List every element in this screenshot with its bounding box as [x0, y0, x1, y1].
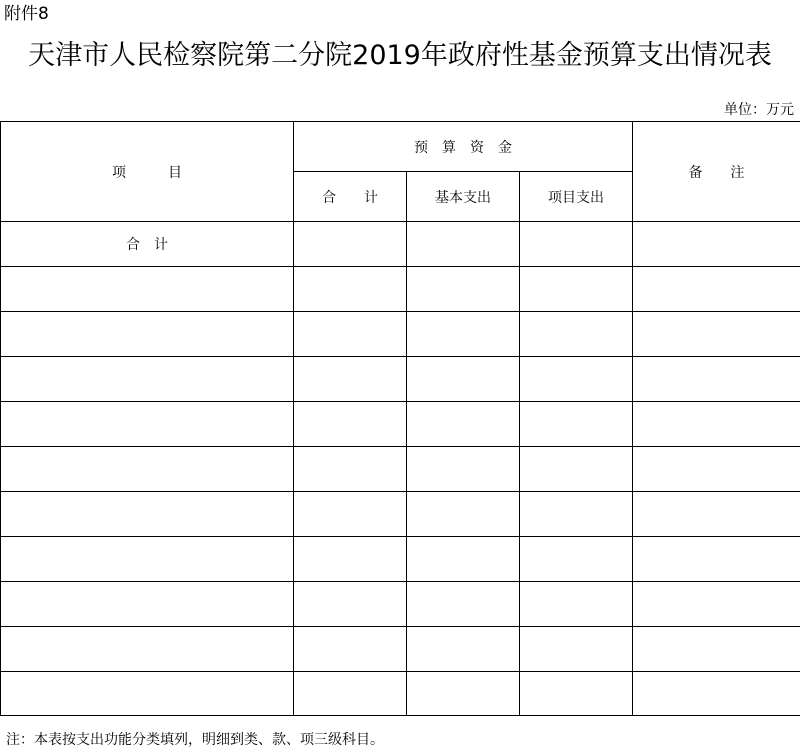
- row-project: [520, 627, 633, 672]
- row-project: [520, 267, 633, 312]
- budget-table: [0, 121, 800, 716]
- table-row: [1, 267, 800, 312]
- header-remarks: 备 注: [633, 122, 800, 222]
- row-item: [1, 447, 294, 492]
- row-project: [520, 312, 633, 357]
- row-remark: [633, 357, 800, 402]
- row-basic: [407, 447, 520, 492]
- unit-label: 单位：万元: [724, 102, 794, 118]
- table-row: [1, 402, 800, 447]
- row-basic: [407, 582, 520, 627]
- row-project: [520, 492, 633, 537]
- total-row: [1, 222, 800, 267]
- row-remark: [633, 537, 800, 582]
- row-total: [294, 312, 407, 357]
- row-item: [1, 672, 294, 716]
- row-project: [520, 447, 633, 492]
- row-remark: [633, 672, 800, 716]
- row-total: [294, 537, 407, 582]
- row-basic: [407, 672, 520, 716]
- header-project-expense: 项目支出: [520, 172, 633, 222]
- table-row: [1, 492, 800, 537]
- footnote: 注：本表按支出功能分类填列，明细到类、款、项三级科目。: [6, 732, 384, 748]
- row-basic: [407, 492, 520, 537]
- row-remark: [633, 627, 800, 672]
- total-row-total: [294, 222, 407, 267]
- row-remark: [633, 582, 800, 627]
- row-item: [1, 492, 294, 537]
- row-basic: [407, 402, 520, 447]
- row-project: [520, 672, 633, 716]
- row-total: [294, 492, 407, 537]
- row-basic: [407, 627, 520, 672]
- row-remark: [633, 492, 800, 537]
- row-basic: [407, 357, 520, 402]
- attachment-label: 附件8: [4, 4, 49, 24]
- row-project: [520, 357, 633, 402]
- table-row: [1, 537, 800, 582]
- row-basic: [407, 537, 520, 582]
- header-row-1: [1, 122, 800, 172]
- total-row-basic: [407, 222, 520, 267]
- row-basic: [407, 312, 520, 357]
- header-item: 项 目: [1, 122, 294, 222]
- table-row: [1, 627, 800, 672]
- row-item: [1, 537, 294, 582]
- total-row-project: [520, 222, 633, 267]
- row-remark: [633, 447, 800, 492]
- row-total: [294, 357, 407, 402]
- total-row-remark: [633, 222, 800, 267]
- row-remark: [633, 402, 800, 447]
- row-remark: [633, 267, 800, 312]
- row-item: [1, 312, 294, 357]
- total-row-label: 合 计: [1, 222, 294, 267]
- header-subtotal: 合 计: [294, 172, 407, 222]
- row-basic: [407, 267, 520, 312]
- row-total: [294, 672, 407, 716]
- row-total: [294, 627, 407, 672]
- row-project: [520, 402, 633, 447]
- row-total: [294, 402, 407, 447]
- table-row: [1, 312, 800, 357]
- table-row: [1, 357, 800, 402]
- row-total: [294, 447, 407, 492]
- row-total: [294, 267, 407, 312]
- header-budget-funds: 预 算 资 金: [294, 122, 633, 172]
- row-item: [1, 627, 294, 672]
- table-row: [1, 582, 800, 627]
- row-item: [1, 402, 294, 447]
- row-item: [1, 357, 294, 402]
- table-row: [1, 672, 800, 716]
- page-title: 天津市人民检察院第二分院2019年政府性基金预算支出情况表: [28, 40, 772, 71]
- row-item: [1, 582, 294, 627]
- header-basic-expense: 基本支出: [407, 172, 520, 222]
- table-row: [1, 447, 800, 492]
- row-item: [1, 267, 294, 312]
- row-project: [520, 582, 633, 627]
- row-remark: [633, 312, 800, 357]
- row-total: [294, 582, 407, 627]
- row-project: [520, 537, 633, 582]
